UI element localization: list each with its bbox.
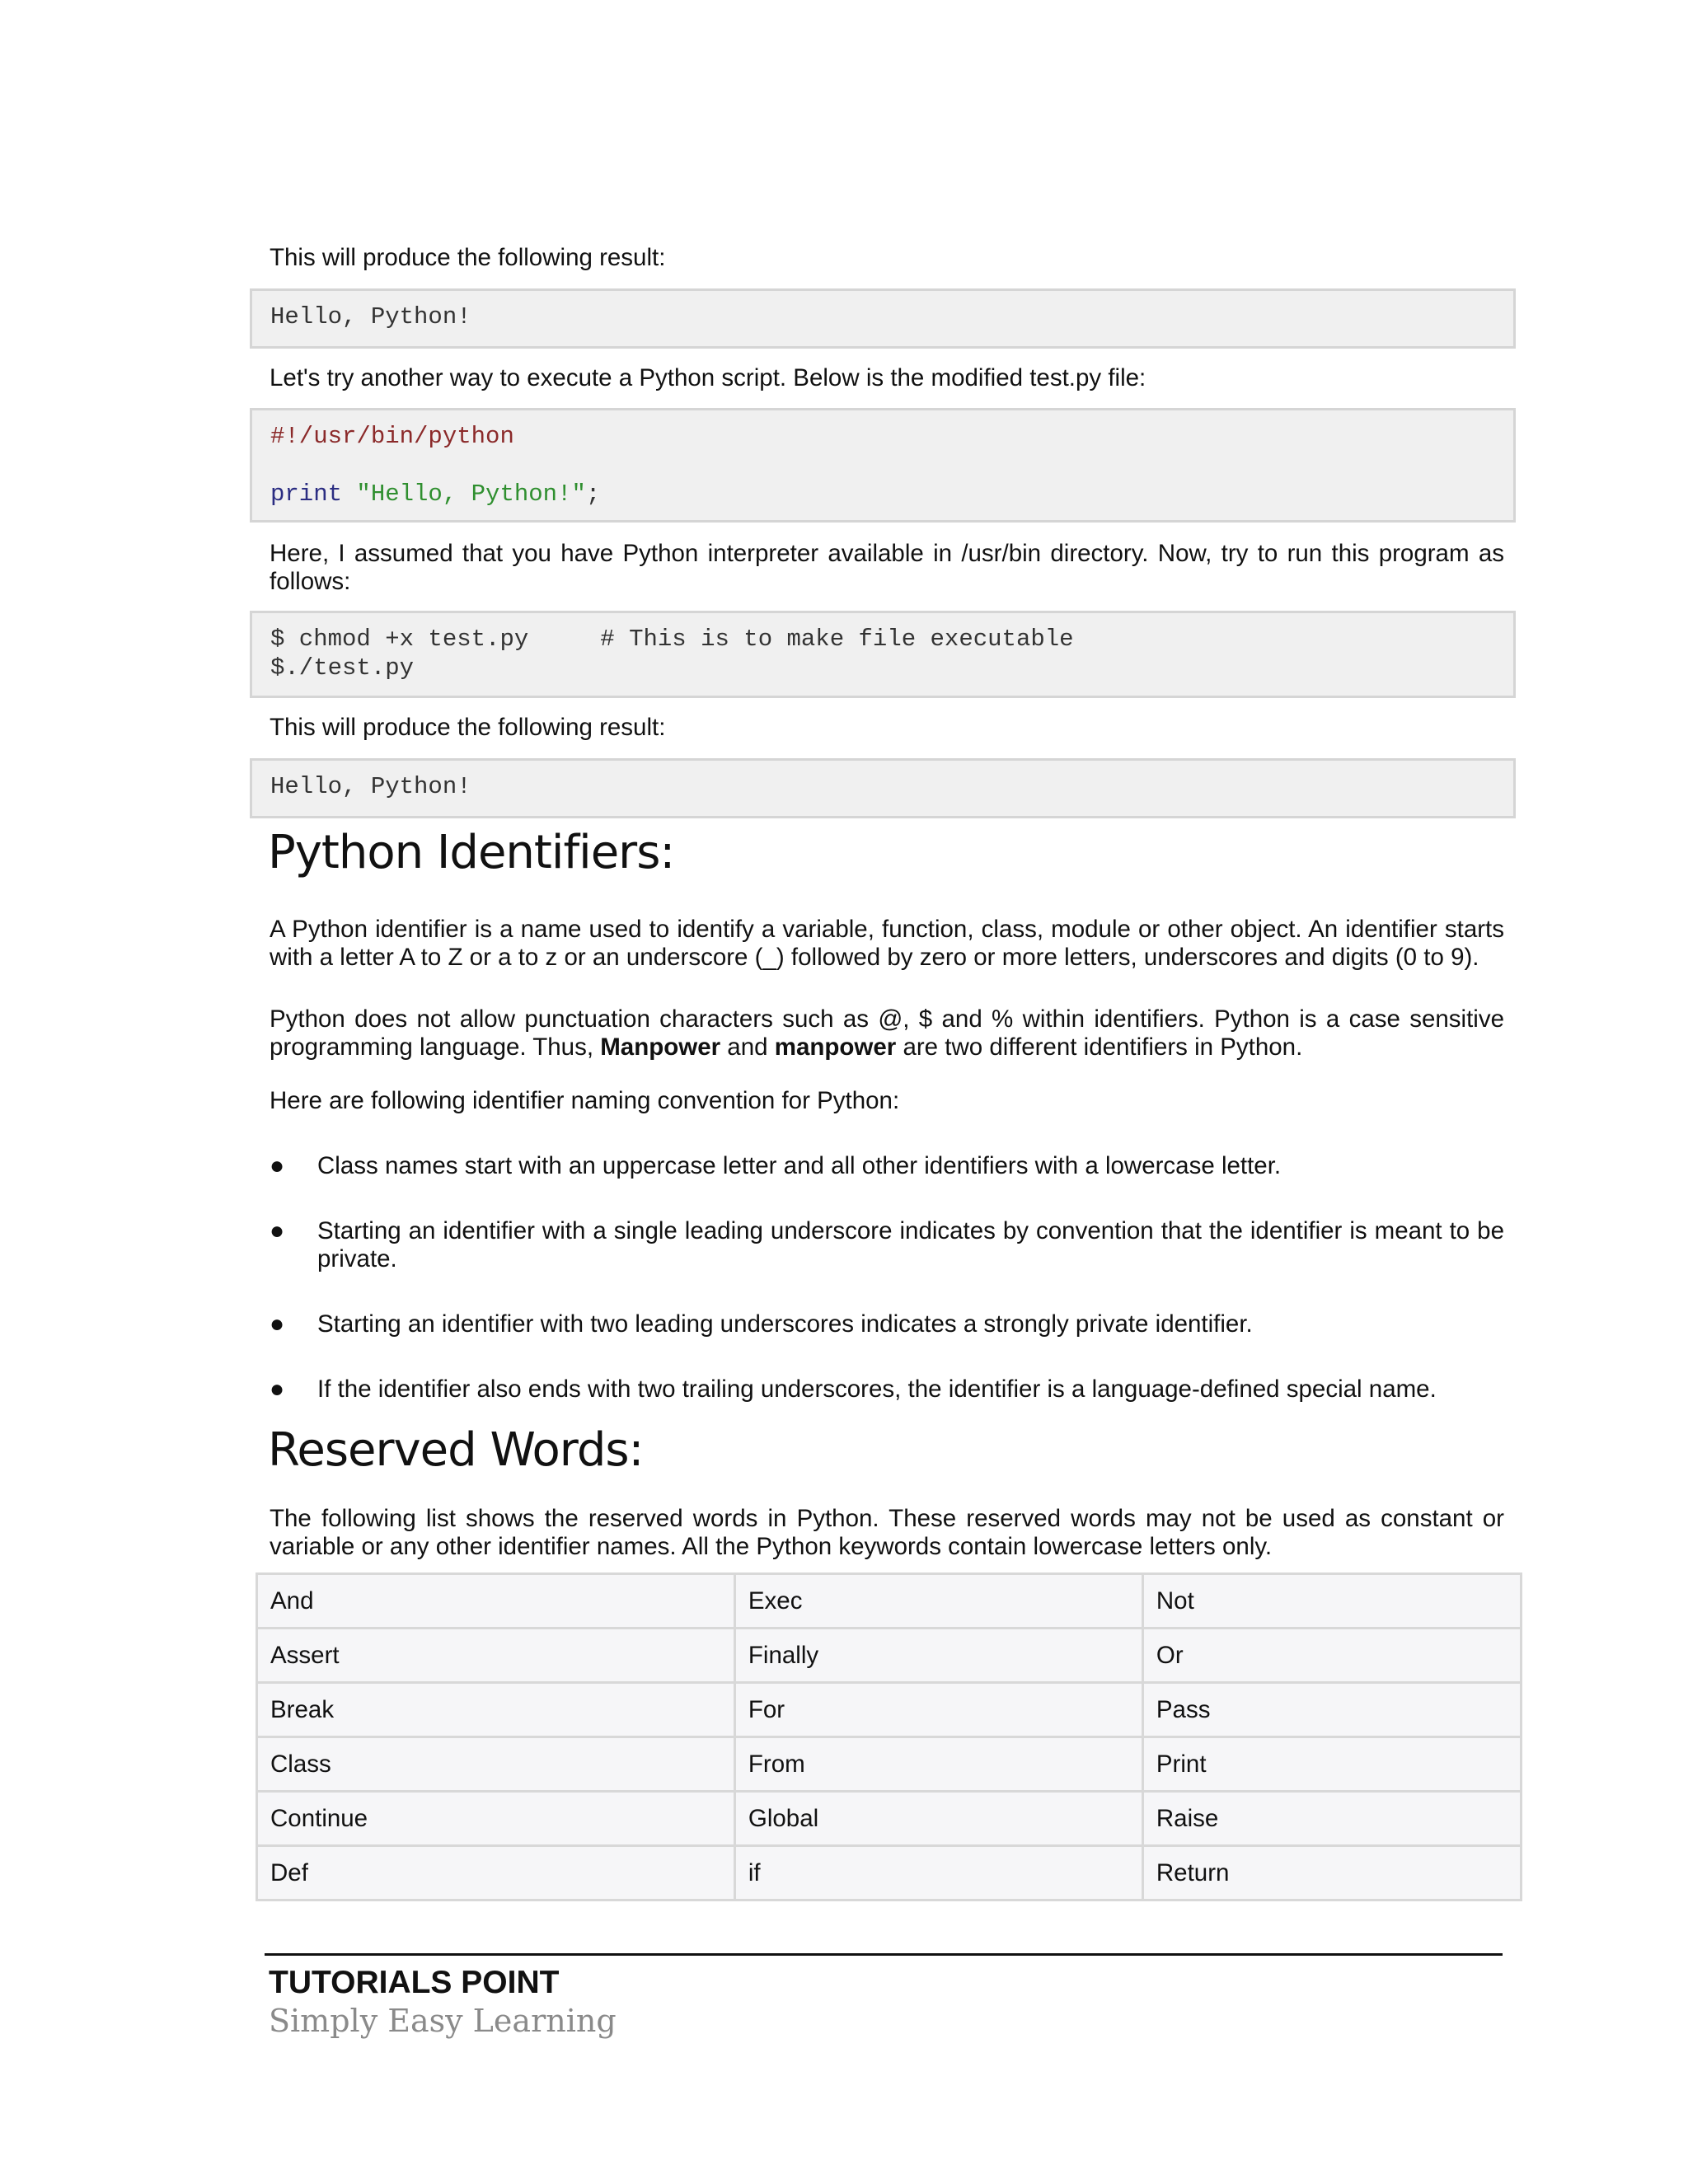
table-cell: Pass (1142, 1683, 1521, 1737)
reserved-words-table (256, 1572, 1522, 1901)
footer-brand: TUTORIALS POINT (269, 1965, 560, 2000)
table-cell: Class (257, 1737, 735, 1792)
list-item-text: Class names start with an uppercase letter and all other identifiers with a lowercase letter. (317, 1152, 1282, 1179)
code-print-keyword: print (270, 480, 343, 508)
reserved-words-paragraph: The following list shows the reserved words in Python. These reserved words may not be used as constant or variable or any other identifier names. All the Python keywords contain lowercase letters only. (270, 1505, 1504, 1560)
table-row (257, 1683, 1522, 1737)
table-cell: Global (734, 1792, 1142, 1846)
code-block-output-2 (250, 758, 1516, 818)
footer-tagline: Simply Easy Learning (269, 2003, 617, 2039)
naming-convention-intro: Here are following identifier naming convention for Python: (270, 1087, 900, 1114)
table-cell: Finally (734, 1629, 1142, 1683)
list-item-text: Starting an identifier with a single leading underscore indicates by convention that the identifier is meant to be private. (317, 1217, 1504, 1272)
example-manpower-lower: manpower (774, 1033, 897, 1061)
list-item (270, 1217, 1504, 1273)
table-cell: And (257, 1574, 735, 1629)
table-cell: Print (1142, 1737, 1521, 1792)
list-item (270, 1310, 1504, 1338)
reserved-words-heading: Reserved Words: (268, 1423, 644, 1477)
table-cell: Continue (257, 1792, 735, 1846)
code-output-line: Hello, Python! (270, 303, 471, 330)
table-cell: Raise (1142, 1792, 1521, 1846)
table-row (257, 1737, 1522, 1792)
code-shebang-line: #!/usr/bin/python (270, 423, 514, 450)
table-row (257, 1846, 1522, 1900)
interpreter-paragraph: Here, I assumed that you have Python interpreter available in /usr/bin directory. Now, try to run this program as follows: (270, 540, 1504, 595)
code-run-line: $./test.py (270, 654, 415, 682)
table-cell: Exec (734, 1574, 1142, 1629)
table-cell: Def (257, 1846, 735, 1900)
bullet-icon: ● (270, 1217, 285, 1244)
code-semicolon: ; (585, 480, 601, 508)
bullet-icon: ● (270, 1376, 285, 1403)
code-block-output-1 (250, 288, 1516, 349)
table-cell: For (734, 1683, 1142, 1737)
identifiers-definition-paragraph: A Python identifier is a name used to identify a variable, function, class, module or other object. An identifier starts with a letter A to Z or a to z or an underscore (_) followed by zero or more letters, underscores and digits (0 to 9). (270, 916, 1504, 971)
table-cell: Or (1142, 1629, 1521, 1683)
punctuation-tail: are two different identifiers in Python. (896, 1033, 1303, 1061)
example-manpower-upper: Manpower (600, 1033, 721, 1061)
modified-script-intro: Let's try another way to execute a Python script. Below is the modified test.py file: (270, 364, 1146, 391)
list-item (270, 1152, 1504, 1180)
code-print-string: "Hello, Python!" (356, 480, 586, 508)
table-row (257, 1792, 1522, 1846)
footer-divider (265, 1953, 1503, 1956)
result-intro-1: This will produce the following result: (270, 244, 666, 271)
table-row (257, 1629, 1522, 1683)
table-cell: if (734, 1846, 1142, 1900)
code-output-line: Hello, Python! (270, 773, 471, 800)
table-cell: Break (257, 1683, 735, 1737)
list-item (270, 1376, 1504, 1404)
list-item-text: If the identifier also ends with two trailing underscores, the identifier is a language-defined special name. (317, 1376, 1437, 1403)
table-row (257, 1574, 1522, 1629)
list-item-text: Starting an identifier with two leading underscores indicates a strongly private identifier. (317, 1310, 1253, 1338)
table-cell: Return (1142, 1846, 1521, 1900)
table-cell: Assert (257, 1629, 735, 1683)
bullet-icon: ● (270, 1310, 285, 1338)
table-cell: Not (1142, 1574, 1521, 1629)
result-intro-2: This will produce the following result: (270, 714, 666, 741)
table-cell: From (734, 1737, 1142, 1792)
punctuation-paragraph (270, 1005, 1504, 1062)
code-chmod-line: $ chmod +x test.py # This is to make file executable (270, 626, 1074, 653)
identifiers-heading: Python Identifiers: (268, 826, 675, 879)
code-block-script (250, 408, 1516, 523)
code-block-shell (250, 611, 1516, 698)
bullet-icon: ● (270, 1152, 285, 1179)
punctuation-conjunction: and (720, 1033, 775, 1061)
punctuation-text: Python does not allow punctuation characters such as @, $ and % within identifiers. Python is a case sensitive programming language. Thus, (270, 1005, 1504, 1061)
